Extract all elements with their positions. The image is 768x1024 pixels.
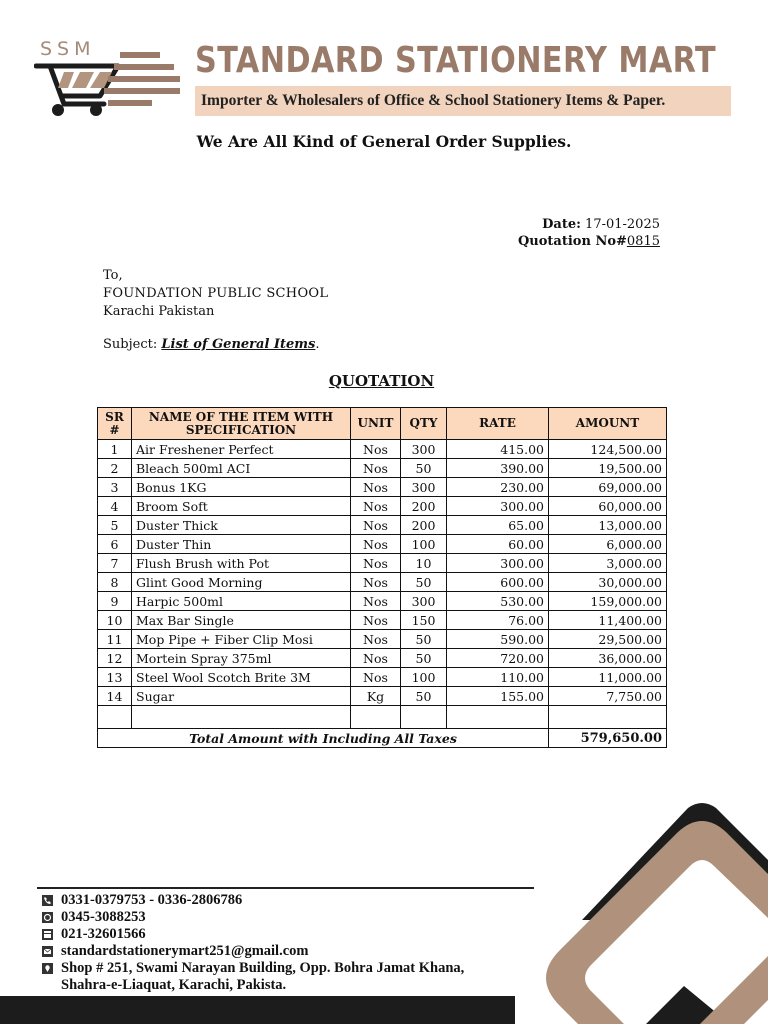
item-name: Bonus 1KG bbox=[132, 478, 351, 497]
item-sr: 9 bbox=[98, 592, 132, 611]
item-qty: 100 bbox=[401, 535, 447, 554]
item-unit: Nos bbox=[351, 611, 401, 630]
item-qty: 200 bbox=[401, 497, 447, 516]
table-row bbox=[98, 611, 667, 630]
item-rate: 600.00 bbox=[447, 573, 549, 592]
header-unit: UNIT bbox=[351, 408, 401, 440]
item-amount: 11,400.00 bbox=[549, 611, 667, 630]
header-qty: QTY bbox=[401, 408, 447, 440]
address-line-2: Shahra-e-Liaquat, Karachi, Pakista. bbox=[61, 977, 287, 993]
item-name: Harpic 500ml bbox=[132, 592, 351, 611]
document-title: QUOTATION bbox=[328, 372, 435, 390]
item-sr: 8 bbox=[98, 573, 132, 592]
landline-number: 021-32601566 bbox=[61, 926, 146, 942]
item-rate: 590.00 bbox=[447, 630, 549, 649]
to-label: To, bbox=[103, 268, 123, 283]
total-label: Total Amount with Including All Taxes bbox=[98, 729, 549, 748]
date-value: 17-01-2025 bbox=[585, 217, 660, 232]
item-amount: 3,000.00 bbox=[549, 554, 667, 573]
item-name: Glint Good Morning bbox=[132, 573, 351, 592]
subject-line bbox=[103, 337, 319, 352]
item-qty: 300 bbox=[401, 592, 447, 611]
item-sr: 1 bbox=[98, 440, 132, 459]
item-qty: 10 bbox=[401, 554, 447, 573]
item-name: Air Freshener Perfect bbox=[132, 440, 351, 459]
contact-whatsapp bbox=[42, 909, 146, 926]
item-unit: Nos bbox=[351, 649, 401, 668]
item-unit: Nos bbox=[351, 573, 401, 592]
item-qty: 300 bbox=[401, 440, 447, 459]
item-rate: 390.00 bbox=[447, 459, 549, 478]
item-rate: 530.00 bbox=[447, 592, 549, 611]
table-row bbox=[98, 668, 667, 687]
item-name: Mop Pipe + Fiber Clip Mosi bbox=[132, 630, 351, 649]
item-amount: 30,000.00 bbox=[549, 573, 667, 592]
item-amount: 7,750.00 bbox=[549, 687, 667, 706]
subject-value: List of General Items bbox=[161, 337, 316, 352]
header-amount: AMOUNT bbox=[549, 408, 667, 440]
item-amount: 6,000.00 bbox=[549, 535, 667, 554]
item-unit: Nos bbox=[351, 478, 401, 497]
item-unit: Nos bbox=[351, 554, 401, 573]
table-row bbox=[98, 535, 667, 554]
slogan: We Are All Kind of General Order Supplies. bbox=[196, 132, 572, 151]
item-sr: 3 bbox=[98, 478, 132, 497]
quotation-label: Quotation No# bbox=[517, 234, 627, 249]
item-name: Mortein Spray 375ml bbox=[132, 649, 351, 668]
table-row bbox=[98, 554, 667, 573]
item-amount: 19,500.00 bbox=[549, 459, 667, 478]
item-unit: Nos bbox=[351, 668, 401, 687]
item-name: Duster Thick bbox=[132, 516, 351, 535]
item-amount: 159,000.00 bbox=[549, 592, 667, 611]
recipient-name: FOUNDATION PUBLIC SCHOOL bbox=[103, 286, 329, 301]
item-qty: 50 bbox=[401, 687, 447, 706]
decorative-corner-shapes bbox=[470, 800, 768, 1024]
date-label: Date: bbox=[542, 217, 581, 232]
item-rate: 155.00 bbox=[447, 687, 549, 706]
header-rate: RATE bbox=[447, 408, 549, 440]
quotation-number: 0815 bbox=[626, 234, 660, 249]
item-qty: 150 bbox=[401, 611, 447, 630]
item-amount: 124,500.00 bbox=[549, 440, 667, 459]
table-row-blank bbox=[98, 706, 667, 729]
item-rate: 110.00 bbox=[447, 668, 549, 687]
table-row bbox=[98, 497, 667, 516]
item-name: Max Bar Single bbox=[132, 611, 351, 630]
table-row bbox=[98, 478, 667, 497]
item-rate: 300.00 bbox=[447, 497, 549, 516]
header-sr: SR # bbox=[98, 408, 132, 440]
contact-address bbox=[42, 960, 464, 977]
item-amount: 11,000.00 bbox=[549, 668, 667, 687]
item-qty: 50 bbox=[401, 630, 447, 649]
item-rate: 720.00 bbox=[447, 649, 549, 668]
contact-landline bbox=[42, 926, 146, 943]
table-header-row bbox=[98, 408, 667, 440]
item-rate: 60.00 bbox=[447, 535, 549, 554]
item-sr: 10 bbox=[98, 611, 132, 630]
table-row bbox=[98, 459, 667, 478]
telephone-icon bbox=[42, 929, 53, 940]
subject-label: Subject: bbox=[103, 337, 158, 352]
item-qty: 100 bbox=[401, 668, 447, 687]
contact-address-line2 bbox=[61, 977, 286, 994]
item-sr: 13 bbox=[98, 668, 132, 687]
phone-icon bbox=[42, 895, 53, 906]
item-rate: 415.00 bbox=[447, 440, 549, 459]
item-rate: 65.00 bbox=[447, 516, 549, 535]
phone-numbers: 0331-0379753 - 0336-2806786 bbox=[61, 892, 243, 908]
item-name: Sugar bbox=[132, 687, 351, 706]
subject-punct: . bbox=[315, 337, 320, 352]
address-line-1: Shop # 251, Swami Narayan Building, Opp. Bohra Jamat Khana, bbox=[61, 960, 465, 976]
item-unit: Nos bbox=[351, 440, 401, 459]
item-qty: 50 bbox=[401, 649, 447, 668]
item-sr: 7 bbox=[98, 554, 132, 573]
item-name: Duster Thin bbox=[132, 535, 351, 554]
recipient-city: Karachi Pakistan bbox=[103, 304, 215, 319]
item-sr: 12 bbox=[98, 649, 132, 668]
whatsapp-icon bbox=[42, 912, 53, 923]
item-unit: Nos bbox=[351, 535, 401, 554]
item-amount: 60,000.00 bbox=[549, 497, 667, 516]
table-row bbox=[98, 687, 667, 706]
total-amount: 579,650.00 bbox=[549, 729, 667, 748]
item-rate: 230.00 bbox=[447, 478, 549, 497]
item-unit: Nos bbox=[351, 497, 401, 516]
item-amount: 36,000.00 bbox=[549, 649, 667, 668]
company-name: STANDARD STATIONERY MART bbox=[195, 40, 717, 81]
item-qty: 50 bbox=[401, 573, 447, 592]
email-icon bbox=[42, 946, 53, 957]
header-item-name: NAME OF THE ITEM WITH SPECIFICATION bbox=[132, 408, 351, 440]
contact-email bbox=[42, 943, 308, 960]
item-unit: Kg bbox=[351, 687, 401, 706]
table-row bbox=[98, 440, 667, 459]
item-name: Broom Soft bbox=[132, 497, 351, 516]
item-unit: Nos bbox=[351, 516, 401, 535]
logo-initials: SSM bbox=[40, 38, 96, 60]
item-qty: 50 bbox=[401, 459, 447, 478]
item-qty: 200 bbox=[401, 516, 447, 535]
footer-bar bbox=[0, 996, 515, 1024]
table-row bbox=[98, 516, 667, 535]
table-row bbox=[98, 649, 667, 668]
item-qty: 300 bbox=[401, 478, 447, 497]
location-icon bbox=[42, 963, 53, 974]
item-sr: 5 bbox=[98, 516, 132, 535]
item-name: Steel Wool Scotch Brite 3M bbox=[132, 668, 351, 687]
quotation-table bbox=[97, 407, 667, 748]
item-amount: 13,000.00 bbox=[549, 516, 667, 535]
quotation-number-line bbox=[518, 234, 660, 249]
total-row bbox=[98, 729, 667, 748]
item-sr: 6 bbox=[98, 535, 132, 554]
table-row bbox=[98, 592, 667, 611]
item-sr: 2 bbox=[98, 459, 132, 478]
whatsapp-number: 0345-3088253 bbox=[61, 909, 146, 925]
table-body bbox=[98, 440, 667, 748]
item-name: Bleach 500ml ACI bbox=[132, 459, 351, 478]
item-unit: Nos bbox=[351, 592, 401, 611]
item-unit: Nos bbox=[351, 630, 401, 649]
contact-phone-mobile bbox=[42, 892, 242, 909]
item-rate: 300.00 bbox=[447, 554, 549, 573]
date-line bbox=[542, 217, 660, 232]
email-address[interactable]: standardstationerymart251@gmail.com bbox=[61, 943, 309, 959]
item-name: Flush Brush with Pot bbox=[132, 554, 351, 573]
item-sr: 14 bbox=[98, 687, 132, 706]
table-row bbox=[98, 573, 667, 592]
item-amount: 29,500.00 bbox=[549, 630, 667, 649]
item-unit: Nos bbox=[351, 459, 401, 478]
item-sr: 4 bbox=[98, 497, 132, 516]
item-sr: 11 bbox=[98, 630, 132, 649]
item-amount: 69,000.00 bbox=[549, 478, 667, 497]
table-row bbox=[98, 630, 667, 649]
item-rate: 76.00 bbox=[447, 611, 549, 630]
company-tagline: Importer & Wholesalers of Office & School Stationery Items & Paper. bbox=[201, 92, 666, 109]
footer-divider bbox=[37, 887, 534, 889]
